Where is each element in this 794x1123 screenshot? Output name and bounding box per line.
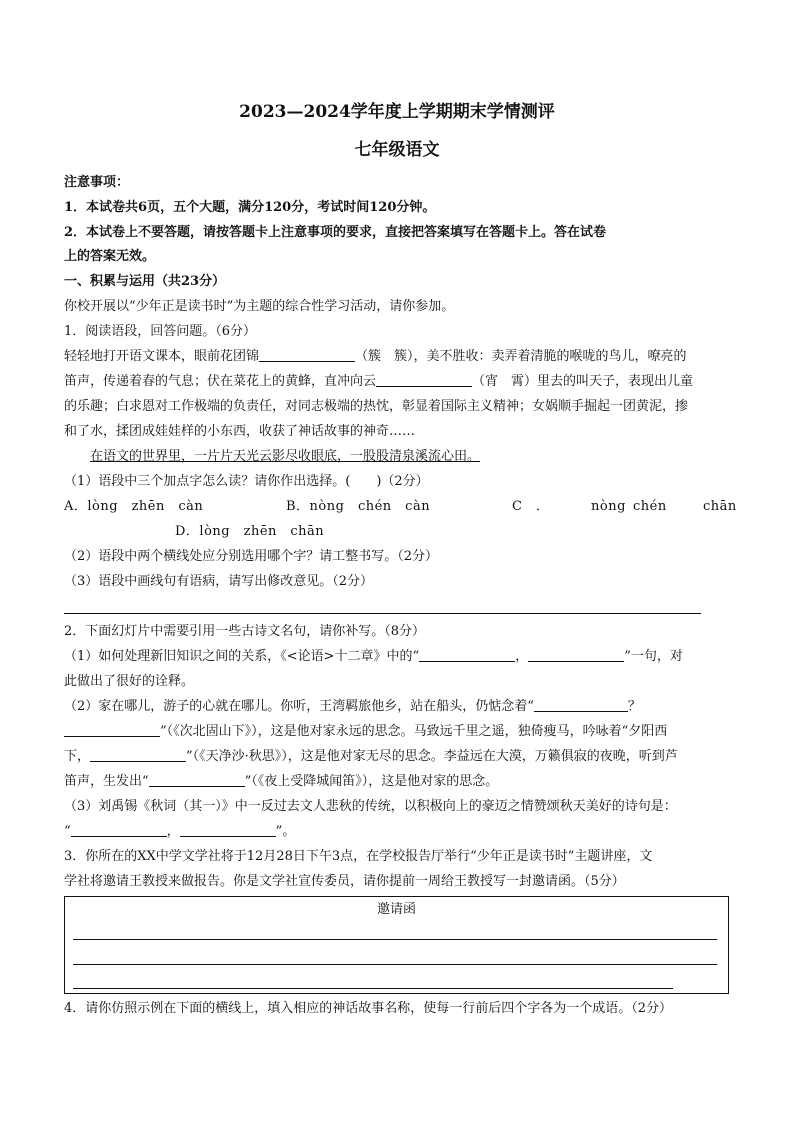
q2-line-5 [64, 748, 732, 766]
answer-blank[interactable] [180, 823, 276, 837]
q2-text: “ [64, 824, 71, 839]
question-4-stem: 4．请你仿照示例在下面的横线上，填入相应的神话故事名称，使每一行前后四个字各为一个成语。（2分） [64, 1001, 673, 1016]
passage-text: （宵 霄）里去的叫天子，表现出儿童 [472, 374, 694, 389]
option-a[interactable]: A．lòng zhēn càn [64, 499, 204, 514]
answer-blank[interactable] [376, 373, 472, 387]
q2-line-7: （3）刘禹锡《秋词（其一）》中一反过去文人悲秋的传统，以积极向上的豪迈之情赞颂秋天美好的诗句是： [64, 799, 677, 814]
underlined-sentence [90, 448, 480, 466]
q2-line-2: 此做出了很好的诠释。 [64, 674, 195, 689]
sub-question-1: （1）语段中三个加点字怎么读？请你作出选择。( )（2分） [64, 474, 429, 489]
answer-blank[interactable] [149, 773, 245, 787]
question-2-stem: 2．下面幻灯片中需要引用一些古诗文名句，请你补写。（8分） [64, 624, 426, 639]
writing-line[interactable] [73, 964, 717, 965]
q2-text: ”（《夜上受降城闻笛》），这是他对家的思念。 [244, 774, 499, 789]
q2-text: ”。 [275, 824, 296, 839]
notice-item-1: 1．本试卷共6页，五个大题，满分120分，考试时间120分钟。 [64, 200, 436, 215]
question-1-stem: 1．阅读语段，回答问题。（6分） [64, 324, 257, 339]
section-1-heading: 一、积累与运用（共23分） [64, 274, 226, 289]
q2-text: ， [515, 649, 529, 664]
q2-line-6 [64, 773, 732, 791]
option-b[interactable]: B．nòng chén càn [286, 499, 431, 514]
answer-blank[interactable] [528, 648, 624, 662]
notice-item-2-cont: 上的答案无效。 [64, 249, 156, 264]
option-c-pinyin-2: chén [633, 499, 667, 514]
invitation-title: 邀请函 [376, 902, 416, 917]
q2-text: ”（《天净沙·秋思》），这是他对家无尽的思念。李益远在大漠，万籁俱寂的夜晚，听到芦 [186, 749, 678, 764]
q2-text: ？ [627, 699, 641, 714]
question-3-line-2: 学社将邀请王教授来做报告。你是文学社宣传委员，请你提前一周给王教授写一封邀请函。（5分） [64, 874, 625, 889]
writing-line[interactable] [73, 939, 717, 940]
q2-text: 下， [64, 749, 91, 764]
option-c-label[interactable]: C ． [512, 499, 550, 514]
q2-text: ， [166, 824, 180, 839]
answer-line[interactable] [64, 613, 701, 614]
exam-title: 2023—2024学年度上学期期末学情测评 [239, 102, 555, 122]
sub-question-3: （3）语段中画线句有语病，请写出修改意见。（2分） [64, 574, 374, 589]
section-1-intro: 你校开展以“少年正是读书时”为主题的综合性学习活动，请你参加。 [64, 299, 455, 314]
passage-text: 笛声，传递着春的气息；伏在菜花上的黄蜂，直冲向云 [64, 374, 377, 389]
answer-blank[interactable] [259, 348, 355, 362]
sub-question-2: （2）语段中两个横线处应分别选用哪个字？请工整书写。（2分） [64, 549, 439, 564]
passage-line-1 [64, 348, 732, 366]
answer-blank[interactable] [71, 823, 167, 837]
q2-line-1 [64, 648, 732, 666]
answer-blank[interactable] [419, 648, 515, 662]
passage-text: （簇 簇），美不胜收：卖弄着清脆的喉咙的鸟儿，嘹亮的 [355, 349, 687, 364]
option-c-pinyin-3: chān [703, 499, 737, 514]
exam-subject: 七年级语文 [354, 140, 440, 160]
passage-text: 轻轻地打开语文课本，眼前花团锦 [64, 349, 260, 364]
notice-item-2: 2．本试卷上不要答题，请按答题卡上注意事项的要求，直接把答案填写在答题卡上。答在试卷 [64, 225, 607, 240]
passage-line-2 [64, 373, 732, 391]
answer-blank[interactable] [534, 698, 628, 712]
option-c-pinyin-1: nòng [591, 499, 626, 514]
q2-text: ”（《次北固山下》），这是他对家永远的思念。马致远千里之遥，独倚瘦马，吟咏着“夕阳西 [160, 724, 668, 739]
passage-line-4: 和了水，揉团成娃娃样的小东西，收获了神话故事的神奇…… [64, 424, 416, 439]
invitation-box [64, 896, 729, 994]
q2-line-4 [64, 723, 732, 741]
notice-heading: 注意事项： [64, 175, 130, 190]
writing-line[interactable] [73, 988, 673, 989]
q2-text: （2）家在哪儿，游子的心就在哪儿。你听，王湾羁旅他乡，站在船头，仍惦念着“ [64, 699, 534, 714]
answer-blank[interactable] [64, 723, 160, 737]
passage-line-3: 的乐趣；白求恩对工作极端的负责任，对同志极端的热忱，彰显着国际主义精神；女娲顺手掘起一团黄泥，掺 [64, 399, 689, 414]
q2-text: ”一句，对 [624, 649, 683, 664]
q2-text: （1）如何处理新旧知识之间的关系，《<论语>十二章》中的“ [64, 649, 420, 664]
question-3-line-1: 3．你所在的XX中学文学社将于12月28日下午3点，在学校报告厅举行“少年正是读书时”主题讲座，文 [64, 849, 653, 864]
underlined-text: 在语文的世界里，一片片天光云影尽收眼底，一股股清泉溪流心田。 [90, 449, 481, 464]
option-d[interactable]: D．lòng zhēn chān [175, 524, 325, 539]
q2-line-8 [64, 823, 732, 841]
answer-blank[interactable] [90, 748, 186, 762]
q2-text: 笛声，生发出“ [64, 774, 149, 789]
q2-line-3 [64, 698, 732, 716]
